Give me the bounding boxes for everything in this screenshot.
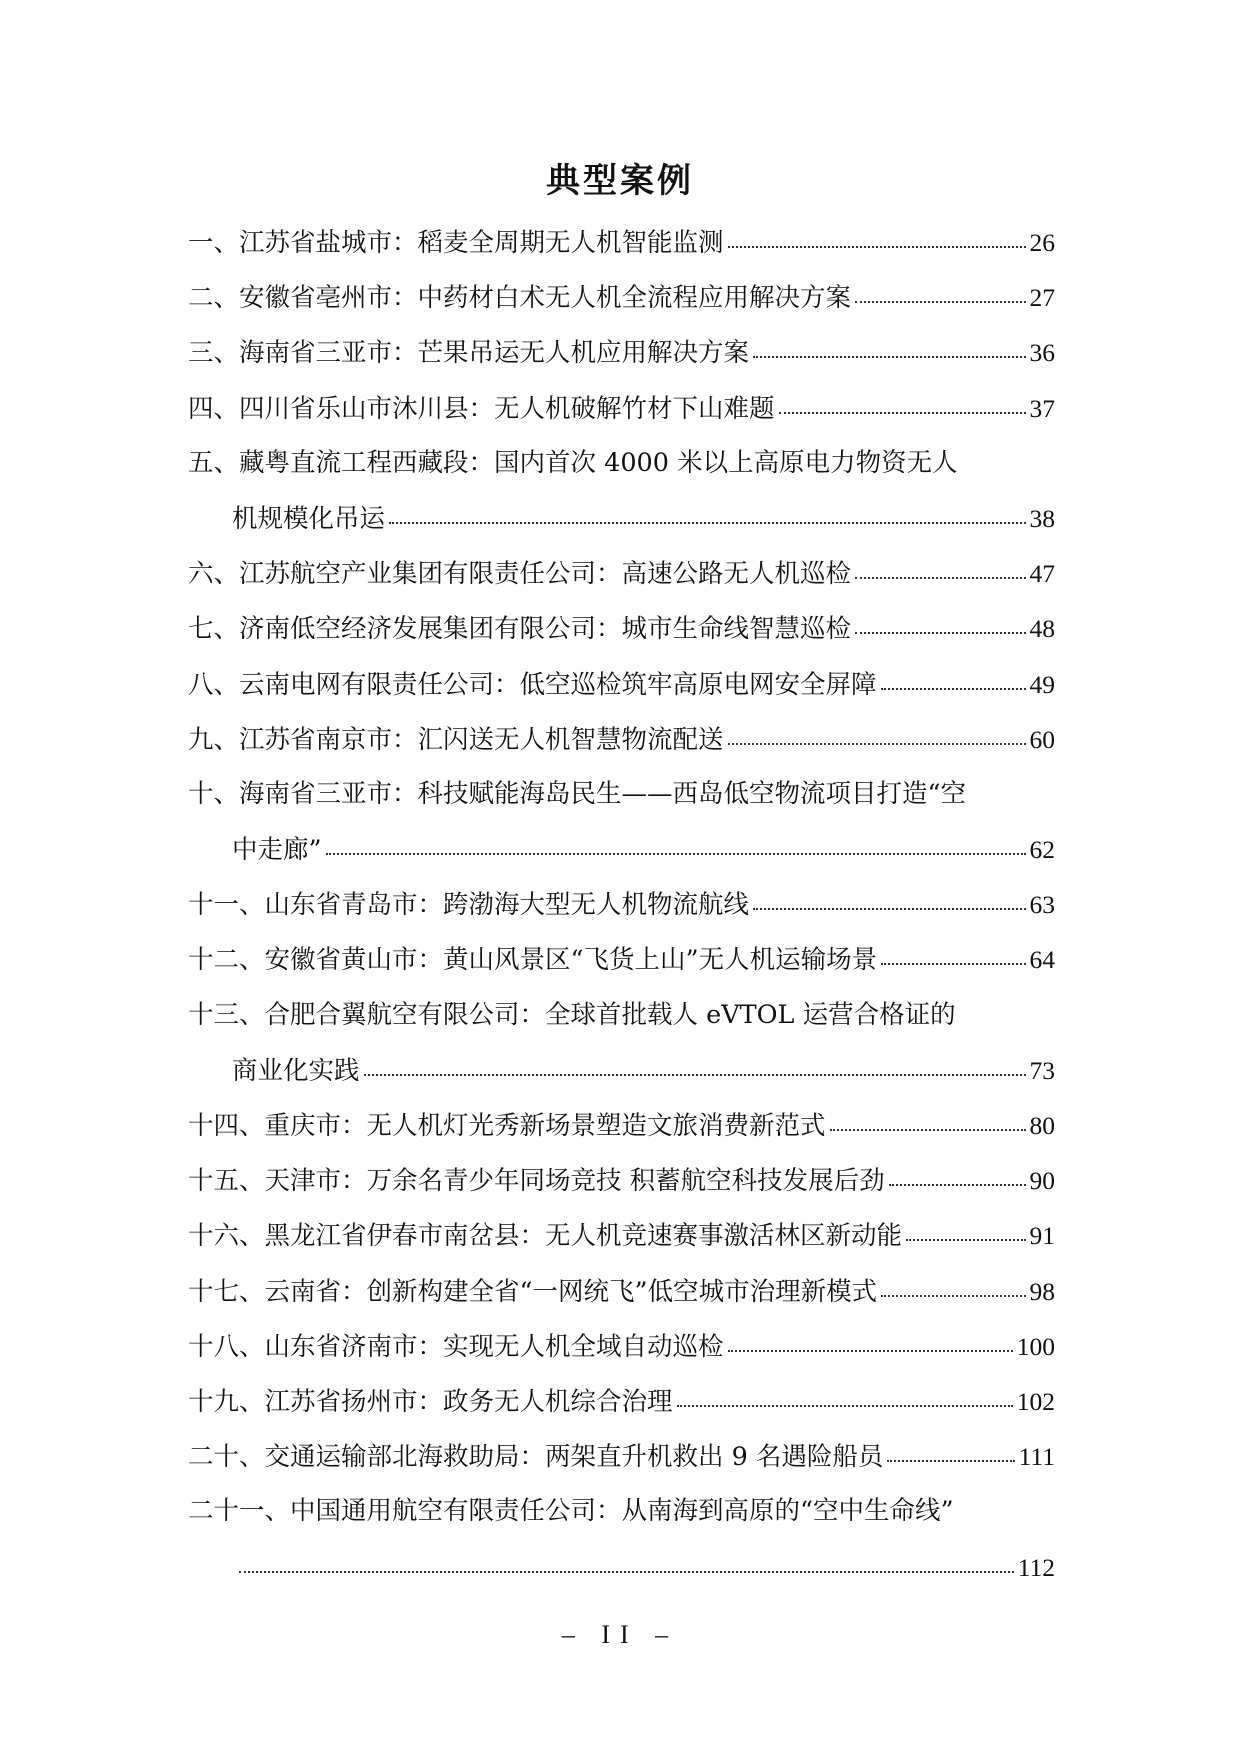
toc-entry-title: 十二、安徽省黄山市：黄山风景区“飞货上山”无人机运输场景 <box>188 945 878 976</box>
toc-page-number: 63 <box>1029 890 1055 920</box>
dot-leader <box>779 410 1026 414</box>
toc-page-number: 91 <box>1029 1221 1055 1251</box>
toc-entry-title: 一、江苏省盐城市：稻麦全周期无人机智能监测 <box>188 228 724 258</box>
toc-page-number: 73 <box>1029 1055 1055 1085</box>
dot-leader <box>887 1458 1014 1462</box>
dot-leader <box>326 851 1026 855</box>
toc-entry-title: 八、云南电网有限责任公司：低空巡检筑牢高原电网安全屏障 <box>188 669 877 700</box>
toc-page-number: 49 <box>1029 669 1055 699</box>
toc-entry[interactable] <box>188 381 1055 436</box>
toc-entry[interactable] <box>188 1374 1055 1429</box>
toc-entry-title: 十四、重庆市：无人机灯光秀新场景塑造文旅消费新范式 <box>188 1111 826 1141</box>
toc-entry-title: 十七、云南省：创新构建全省“一网统飞”低空城市治理新模式 <box>188 1276 878 1307</box>
dot-leader <box>239 1569 1014 1573</box>
toc-entry-title: 六、江苏航空产业集团有限责任公司：高速公路无人机巡检 <box>188 559 852 590</box>
toc-entry[interactable] <box>188 932 1055 987</box>
toc-entry-title: 十八、山东省济南市：实现无人机全域自动巡检 <box>188 1331 724 1362</box>
toc-entry-title: 十九、江苏省扬州市：政务无人机综合治理 <box>188 1386 673 1417</box>
toc-entry-title: 十五、天津市：万余名青少年同场竞技 积蓄航空科技发展后劲 <box>188 1166 885 1197</box>
toc-entry[interactable] <box>188 767 1055 877</box>
toc-entry-title: 二十一、中国通用航空有限责任公司：从南海到高原的“空中生命线” <box>188 1496 954 1527</box>
toc-entry[interactable] <box>188 1484 1055 1594</box>
dot-leader <box>906 1237 1025 1241</box>
toc-entry-title: 十一、山东省青岛市：跨渤海大型无人机物流航线 <box>188 890 750 921</box>
toc-page-number: 47 <box>1029 559 1055 589</box>
toc-entry-title: 十六、黑龙江省伊春市南岔县：无人机竞速赛事激活林区新动能 <box>188 1221 903 1252</box>
toc-entry-title: 中走廊” <box>232 835 322 866</box>
dot-leader <box>728 741 1026 745</box>
toc-page-number: 111 <box>1018 1442 1055 1472</box>
toc-entry-title: 二、安徽省亳州市：中药材白术无人机全流程应用解决方案 <box>188 283 852 314</box>
page-title: 典型案例 <box>546 161 694 201</box>
toc-entry[interactable] <box>188 215 1055 270</box>
page-number-footer: – II – <box>561 1620 679 1649</box>
dot-leader <box>830 1127 1026 1131</box>
toc-entry-title: 商业化实践 <box>232 1055 360 1086</box>
toc-page-number: 98 <box>1029 1276 1055 1306</box>
toc-page-number: 27 <box>1029 283 1055 313</box>
dot-leader <box>389 520 1025 524</box>
toc-page-number: 48 <box>1029 614 1055 644</box>
dot-leader <box>855 630 1025 634</box>
toc-page-number: 26 <box>1029 228 1055 257</box>
toc-entry[interactable] <box>188 1429 1055 1484</box>
dot-leader <box>728 244 1026 248</box>
dot-leader <box>753 906 1025 910</box>
dot-leader <box>855 575 1025 579</box>
toc-page-number: 100 <box>1016 1331 1055 1361</box>
dot-leader <box>881 1293 1025 1297</box>
toc-entry-title: 五、藏粤直流工程西藏段：国内首次 4000 米以上高原电力物资无人 <box>188 447 958 478</box>
toc-entry-title: 四、四川省乐山市沐川县：无人机破解竹材下山难题 <box>188 393 775 424</box>
toc-page-number: 36 <box>1029 338 1055 368</box>
toc-entry-title: 十、海南省三亚市：科技赋能海岛民生——西岛低空物流项目打造“空 <box>188 778 967 809</box>
dot-leader <box>881 961 1025 965</box>
toc-entry[interactable] <box>188 1264 1055 1319</box>
dot-leader <box>855 299 1025 303</box>
toc-page-number: 62 <box>1029 835 1055 865</box>
toc-page-number: 37 <box>1029 393 1055 423</box>
toc-entry-title: 十三、合肥合翼航空有限公司：全球首批载人 eVTOL 运营合格证的 <box>188 999 956 1030</box>
toc-entry[interactable] <box>188 546 1055 601</box>
toc-entry[interactable] <box>188 1319 1055 1374</box>
toc-entry-title: 三、海南省三亚市：芒果吊运无人机应用解决方案 <box>188 338 750 369</box>
toc-entry-title: 二十、交通运输部北海救助局：两架直升机救出 9 名遇险船员 <box>188 1442 884 1473</box>
toc-entry[interactable] <box>188 877 1055 932</box>
toc-entry[interactable] <box>188 1098 1055 1153</box>
toc-entry-title: 七、济南低空经济发展集团有限公司：城市生命线智慧巡检 <box>188 614 852 645</box>
toc-page-number: 102 <box>1016 1386 1055 1416</box>
dot-leader <box>364 1072 1026 1076</box>
toc-entry[interactable] <box>188 1153 1055 1208</box>
dot-leader <box>881 686 1026 690</box>
toc-entry[interactable] <box>188 325 1055 380</box>
dot-leader <box>753 354 1025 358</box>
toc-entry[interactable] <box>188 1208 1055 1263</box>
toc-entry[interactable] <box>188 712 1055 767</box>
dot-leader <box>889 1182 1026 1186</box>
dot-leader <box>728 1348 1013 1352</box>
toc-entry[interactable] <box>188 988 1055 1098</box>
toc-entry[interactable] <box>188 436 1055 546</box>
toc-entry[interactable] <box>188 657 1055 712</box>
toc-page-number: 64 <box>1029 945 1055 975</box>
toc-entry[interactable] <box>188 601 1055 656</box>
toc-entry-title: 九、江苏省南京市：汇闪送无人机智慧物流配送 <box>188 724 724 755</box>
toc-entry-title: 机规模化吊运 <box>232 503 386 534</box>
toc-entry[interactable] <box>188 270 1055 325</box>
toc-page-number: 112 <box>1017 1552 1055 1582</box>
table-of-contents <box>188 215 1055 1595</box>
toc-page-number: 90 <box>1029 1166 1055 1196</box>
toc-page-number: 80 <box>1029 1111 1055 1140</box>
dot-leader <box>677 1403 1013 1407</box>
toc-page-number: 60 <box>1029 724 1055 754</box>
toc-page-number: 38 <box>1029 503 1055 533</box>
